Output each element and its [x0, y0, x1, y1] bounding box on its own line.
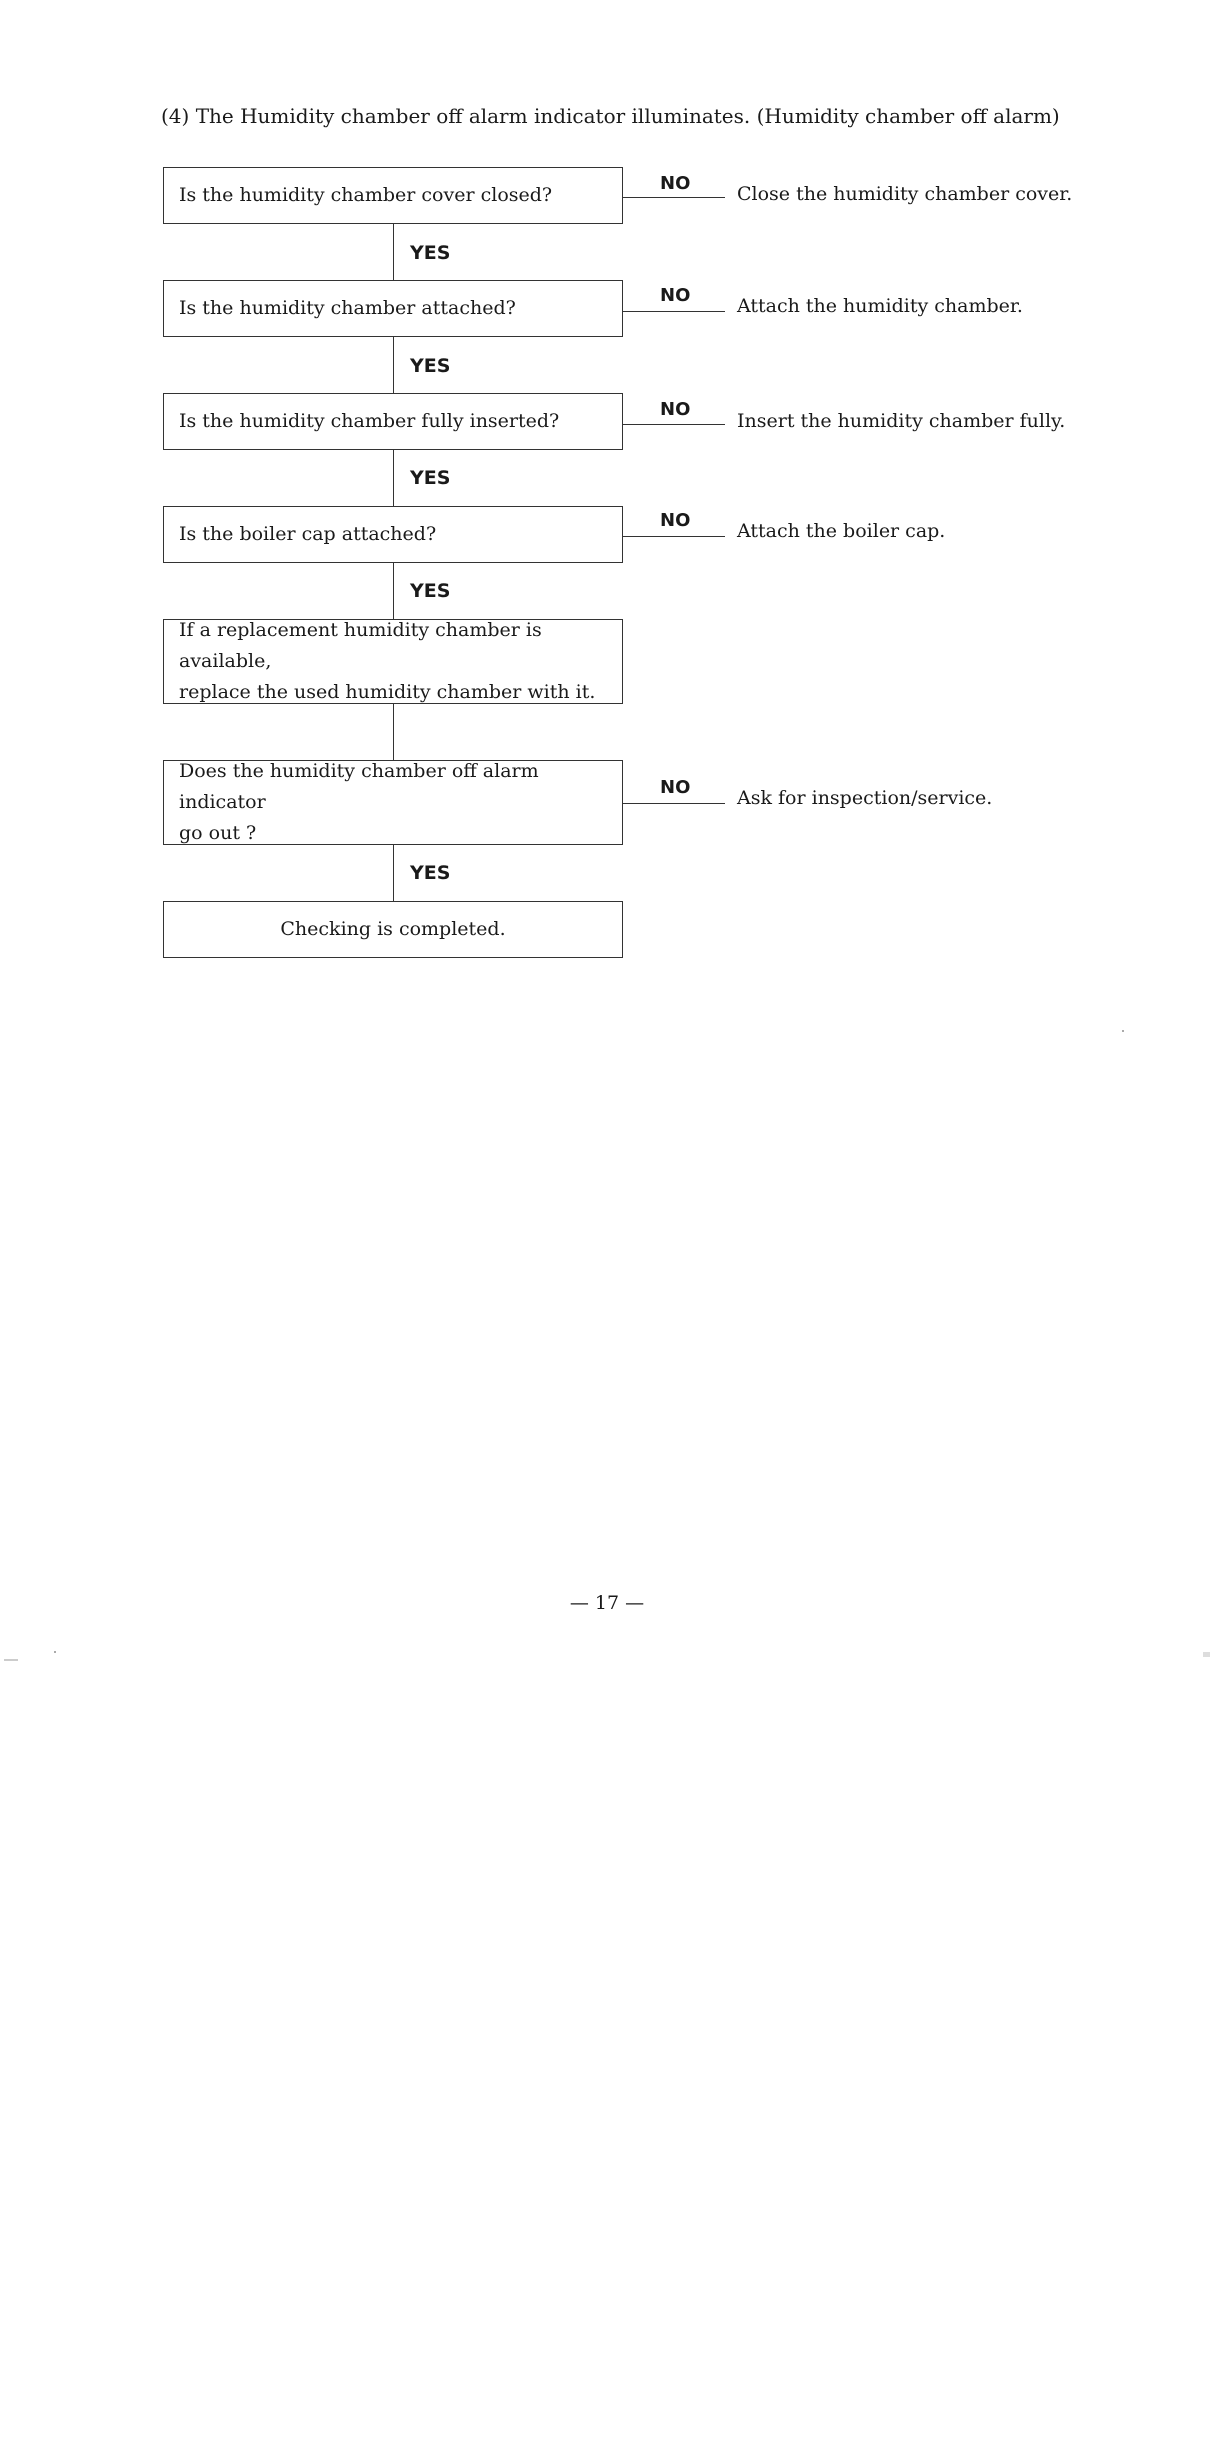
question-box-chamber-attached	[163, 280, 623, 337]
question-text-line-2: go out ?	[179, 822, 257, 844]
action-insert-fully: Insert the humidity chamber fully.	[737, 410, 1066, 432]
replace-text-line-1: If a replacement humidity chamber is available,	[179, 619, 542, 672]
question-box-cover-closed	[163, 167, 623, 224]
yes-connector-line	[393, 450, 394, 506]
no-connector-line	[623, 803, 725, 804]
no-connector-line	[623, 197, 725, 198]
question-box-fully-inserted	[163, 393, 623, 450]
yes-connector-line	[393, 224, 394, 280]
question-text-line-1: Does the humidity chamber off alarm indicator	[179, 760, 539, 813]
replace-chamber-box	[163, 619, 623, 704]
action-ask-service: Ask for inspection/service.	[737, 787, 993, 809]
no-connector-line	[623, 424, 725, 425]
yes-connector-line	[393, 337, 394, 393]
completion-text: Checking is completed.	[280, 918, 506, 940]
question-box-alarm-out	[163, 760, 623, 845]
no-connector-line	[623, 536, 725, 537]
no-label: NO	[660, 777, 691, 798]
section-title: (4) The Humidity chamber off alarm indicator illuminates. (Humidity chamber off alarm)	[161, 104, 1060, 128]
replace-text-line-2: replace the used humidity chamber with it.	[179, 681, 596, 703]
scan-speck	[1203, 1652, 1210, 1657]
page-number: — 17 —	[569, 1592, 645, 1614]
question-text: Is the humidity chamber cover closed?	[179, 184, 553, 206]
no-label: NO	[660, 510, 691, 531]
question-text: Is the boiler cap attached?	[179, 523, 437, 545]
yes-label: YES	[410, 862, 451, 884]
yes-connector-line	[393, 563, 394, 619]
no-connector-line	[623, 311, 725, 312]
action-attach-boiler-cap: Attach the boiler cap.	[737, 520, 946, 542]
yes-label: YES	[410, 242, 451, 264]
scan-speck	[54, 1651, 56, 1653]
yes-label: YES	[410, 355, 451, 377]
question-text: Is the humidity chamber fully inserted?	[179, 410, 560, 432]
action-attach-chamber: Attach the humidity chamber.	[737, 295, 1023, 317]
scan-speck	[1122, 1030, 1124, 1032]
question-text: Is the humidity chamber attached?	[179, 297, 516, 319]
no-label: NO	[660, 173, 691, 194]
yes-label: YES	[410, 467, 451, 489]
yes-label: YES	[410, 580, 451, 602]
completion-box	[163, 901, 623, 958]
yes-connector-line	[393, 845, 394, 901]
action-close-cover: Close the humidity chamber cover.	[737, 183, 1073, 205]
no-label: NO	[660, 285, 691, 306]
question-box-boiler-cap	[163, 506, 623, 563]
scan-speck	[4, 1659, 18, 1661]
no-label: NO	[660, 399, 691, 420]
connector-line	[393, 704, 394, 760]
